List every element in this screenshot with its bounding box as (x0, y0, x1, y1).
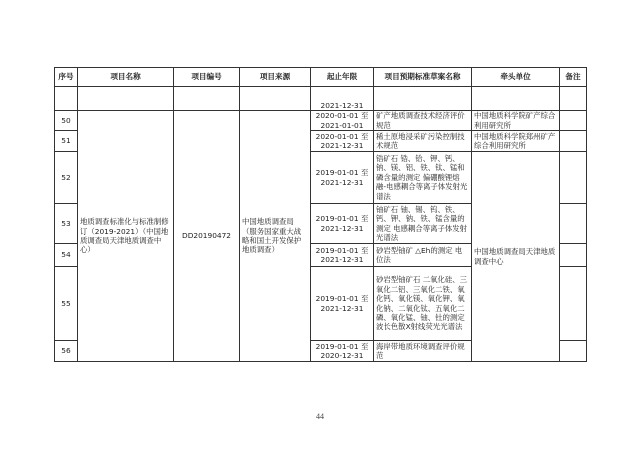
row-period: 2019-01-01 至 2021-12-31 (311, 244, 374, 267)
header-lead-unit: 牵头单位 (472, 68, 560, 87)
row-remarks (560, 131, 587, 152)
row-draft-name: 矿产地质调查技术经济评价规范 (374, 111, 472, 131)
row-seq: 53 (55, 204, 78, 244)
page-number: 44 (316, 412, 324, 421)
table-header-row (55, 68, 587, 87)
row-remarks (560, 267, 587, 341)
header-project-no: 项目编号 (174, 68, 240, 87)
row-period: 2020-01-01 至 2021-12-31 (311, 131, 374, 152)
row-seq: 56 (55, 341, 78, 362)
group-project-name: 地质调查标准化与标准制修订（2019-2021）（中国地质调查局天津地质调查中心） (78, 111, 174, 362)
row-seq: 52 (55, 152, 78, 204)
row-draft-name: 稀土原地浸采矿污染控制技术规范 (374, 131, 472, 152)
standards-project-table (54, 67, 587, 362)
row-period: 2019-01-01 至 2021-12-31 (311, 152, 374, 204)
header-source: 项目来源 (240, 68, 311, 87)
group-project-no: DD20190472 (174, 111, 240, 362)
row-period: 2019-01-01 至 2021-12-31 (311, 267, 374, 341)
row-remarks (560, 152, 587, 204)
row-draft-name: 砂岩型铀矿石 二氧化硅、三氧化二铝、三氧化二铁、氧化钙、氧化镁、氧化钾、氧化钠、二氧化钛、五氧化二磷、氧化锰、铀、钍的测定 波长色散X射线荧光光谱法 (374, 267, 472, 341)
group-lead-unit: 中国地质调查局天津地质调查中心 (472, 152, 560, 362)
row-remarks (560, 111, 587, 131)
row-lead-unit: 中国地质科学院矿产综合利用研究所 (472, 111, 560, 131)
row-draft-name: 砂岩型铀矿 △Eh的测定 电位法 (374, 244, 472, 267)
header-remarks: 备注 (560, 68, 587, 87)
row-draft-name: 铀矿石 铀、锡、钨、铁、钙、钾、钠、铁、锰含量的测定 电感耦合等离子体发射光谱法 (374, 204, 472, 244)
row-lead-unit (560, 341, 587, 362)
row-remarks (560, 204, 587, 244)
header-draft-name: 项目预期标准草案名称 (374, 68, 472, 87)
header-period: 起止年限 (311, 68, 374, 87)
row-seq: 50 (55, 111, 78, 131)
row-draft-name: 锆矿石 锆、铪、钾、钙、钠、镁、铝、铁、钛、锰和磷含量的测定 偏硼酸锂熔融-电感耦合等离子体发射光谱法 (374, 152, 472, 204)
row-draft-name: 海岸带地质环境调查评价规范 (374, 341, 472, 362)
continued-period: 2021-12-31 (311, 87, 374, 111)
row-seq: 51 (55, 131, 78, 152)
header-project-name: 项目名称 (78, 68, 174, 87)
row-period: 2019-01-01 至 2020-12-31 (311, 341, 374, 362)
row-seq: 55 (55, 267, 78, 341)
row-period: 2019-01-01 至 2021-12-31 (311, 204, 374, 244)
header-seq: 序号 (55, 68, 78, 87)
row-period: 2020-01-01 至 2021-01-01 (311, 111, 374, 131)
row-lead-unit: 中国地质科学院郑州矿产综合利用研究所 (472, 131, 560, 152)
continued-row (55, 87, 587, 111)
group-source: 中国地质调查局（服务国家重大战略和国土开发保护地质调查） (240, 111, 311, 362)
table-row (55, 111, 587, 131)
row-seq: 54 (55, 244, 78, 267)
row-remarks (560, 244, 587, 267)
